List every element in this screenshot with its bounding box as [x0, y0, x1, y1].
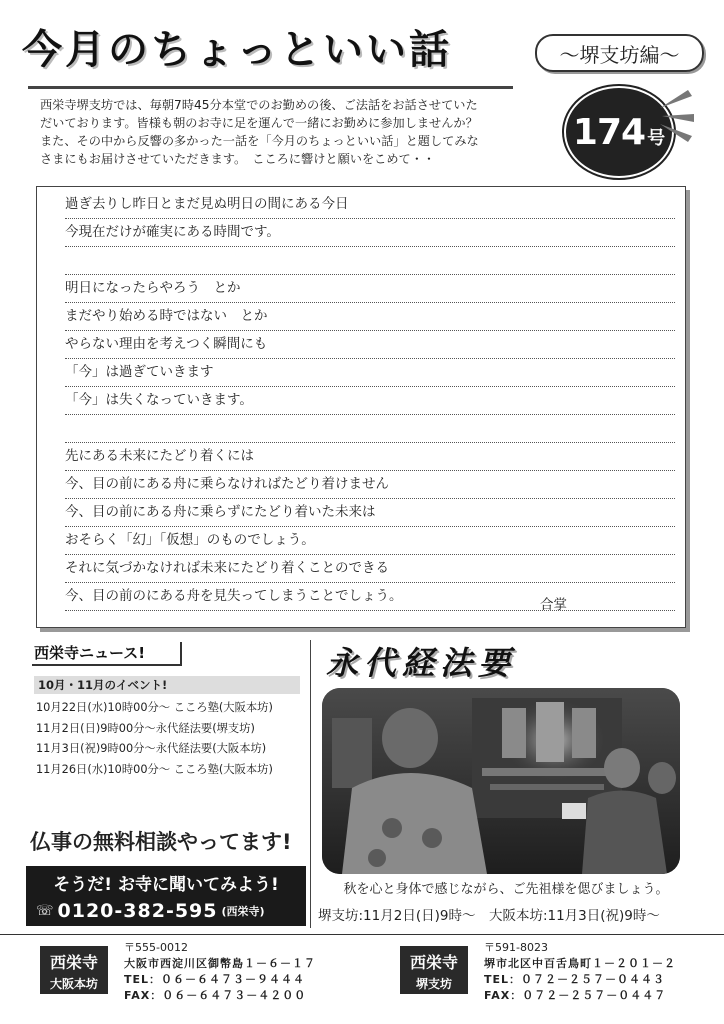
osaka-address	[124, 940, 316, 1004]
message-line: 今、目の前にある舟に乗らずにたどり着いた未来は	[65, 499, 675, 527]
message-line: おそらく「幻」「仮想」のものでしょう。	[65, 527, 675, 555]
message-line: それに気づかなければ未来にたどり着くことのできる	[65, 555, 675, 583]
zip: 〒591-8023	[484, 941, 548, 954]
phone-number[interactable]: 0120-382-595	[57, 900, 218, 922]
intro-line: さまにもお届けさせていただきます。 こころに響けと願いをこめて・・	[40, 152, 436, 166]
message-line	[65, 247, 675, 275]
closing-text: 合掌	[540, 597, 567, 613]
news-heading-rule	[180, 642, 182, 666]
branch-name: 堺支坊	[415, 977, 452, 991]
list-item: 11月3日(祝)9時00分〜永代経法要(大阪本坊)	[36, 742, 267, 755]
list-item: 11月2日(日)9時00分〜永代経法要(堺支坊)	[36, 721, 255, 735]
message-line: まだやり始める時ではない とか	[65, 303, 675, 331]
message-line: 今現在だけが確実にある時間です。	[65, 219, 675, 247]
message-line: 「今」は失くなっていきます。	[65, 387, 675, 415]
message-line: 過ぎ去りし昨日とまだ見ぬ明日の間にある今日	[65, 191, 675, 219]
intro-line: また、その中から反響の多かった一話を「今月のちょっといい話」と題してみな	[40, 134, 479, 148]
page-title: 今月のちょっといい話	[22, 27, 452, 73]
issue-number: 174	[572, 111, 646, 153]
issue-badge	[566, 88, 672, 176]
column-divider	[310, 640, 311, 928]
address: 大阪市西淀川区御幣島１－６－１７	[124, 957, 316, 970]
phone-note: (西栄寺)	[221, 905, 265, 918]
intro-text	[40, 96, 510, 168]
tel[interactable]: TEL：０７２－２５７－０４４３	[484, 973, 666, 986]
message-box	[36, 186, 686, 628]
title-underline	[28, 86, 513, 89]
sakai-address	[484, 940, 676, 1004]
event-list	[36, 698, 273, 780]
message-line: 「今」は過ぎていきます	[65, 359, 675, 387]
temple-name: 西栄寺	[409, 953, 458, 972]
issue-suffix: 号	[647, 128, 666, 149]
branch-tag: 〜堺支坊編〜	[535, 34, 704, 72]
photo-caption: 秋を心と身体で感じながら、ご先祖様を偲びましょう。	[343, 882, 669, 897]
message-lines	[65, 191, 675, 611]
message-line: 明日になったらやろう とか	[65, 275, 675, 303]
list-item: 10月22日(水)10時00分〜 こころ塾(大阪本坊)	[36, 701, 273, 714]
tel[interactable]: TEL：０６－６４７３－９４４４	[124, 973, 306, 986]
osaka-label	[40, 946, 108, 994]
phone-box	[26, 866, 306, 926]
sakai-label	[400, 946, 468, 994]
list-item: 11月26日(水)10時00分〜 こころ塾(大阪本坊)	[36, 762, 273, 776]
fax: FAX：０６－６４７３－４２００	[124, 989, 307, 1002]
intro-line: だいております。皆様も朝のお寺に足を運んで一緒にお勤めに参加しませんか？	[40, 116, 478, 130]
address: 堺市北区中百舌鳥町１－２０１－２	[484, 957, 676, 970]
phone-row	[36, 900, 265, 922]
intro-line: 西栄寺堺支坊では、毎朝7時45分本堂でのお勤めの後、ご法話をお話させていた	[40, 98, 478, 112]
message-line: 先にある未来にたどり着くには	[65, 443, 675, 471]
ceremony-photo	[322, 688, 680, 874]
events-heading: 10月・11月のイベント!	[34, 676, 300, 694]
zip: 〒555-0012	[124, 941, 188, 954]
burst-lines-icon	[658, 86, 698, 146]
news-heading: 西栄寺ニュース!	[34, 644, 146, 662]
fax: FAX：０７２－２５７－０４４７	[484, 989, 667, 1002]
news-heading-rule	[32, 664, 182, 666]
footer-rule	[0, 934, 724, 935]
message-line: やらない理由を考えつく瞬間にも	[65, 331, 675, 359]
consult-title: 仏事の無料相談やってます!	[30, 830, 292, 854]
message-line	[65, 415, 675, 443]
branch-name: 大阪本坊	[49, 977, 98, 991]
message-line: 今、目の前のにある舟を見失ってしまうことでしょう。	[65, 583, 675, 611]
eitai-title: 永代経法要	[326, 644, 517, 682]
eitai-schedule: 堺支坊:11月2日(日)9時〜 大阪本坊:11月3日(祝)9時〜	[318, 908, 660, 924]
ceremony-illustration	[322, 688, 680, 874]
freedial-icon: ☏	[36, 903, 52, 919]
message-line: 今、目の前にある舟に乗らなければたどり着けません	[65, 471, 675, 499]
temple-name: 西栄寺	[49, 953, 98, 972]
phone-slogan: そうだ! お寺に聞いてみよう!	[53, 875, 279, 895]
